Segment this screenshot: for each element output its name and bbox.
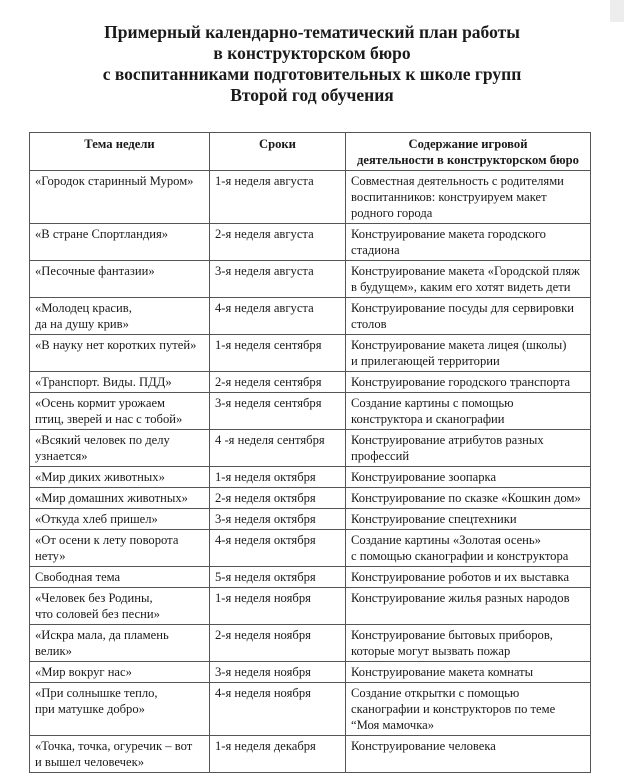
cell-dates xyxy=(210,662,346,683)
cell-text: «Откуда хлеб пришел» xyxy=(35,512,158,526)
cell-topic xyxy=(30,488,210,509)
table-row xyxy=(30,530,591,567)
cell-dates xyxy=(210,736,346,773)
cell-text: воспитанников: конструируем макет xyxy=(351,190,547,204)
cell-content xyxy=(346,430,591,467)
title-line: Примерный календарно-тематический план работы xyxy=(104,22,520,42)
cell-text: Конструирование макета лицея (школы) xyxy=(351,338,567,352)
cell-content xyxy=(346,224,591,261)
cell-text: 3-я неделя августа xyxy=(215,264,314,278)
title-line: Второй год обучения xyxy=(230,85,394,105)
header-content xyxy=(346,133,591,171)
cell-text: с помощью сканографии и конструктора xyxy=(351,549,569,563)
cell-content xyxy=(346,625,591,662)
cell-content xyxy=(346,588,591,625)
cell-text: Конструирование макета городского xyxy=(351,227,546,241)
cell-topic xyxy=(30,662,210,683)
cell-topic xyxy=(30,372,210,393)
cell-topic xyxy=(30,224,210,261)
header-text: Сроки xyxy=(259,137,296,151)
cell-content xyxy=(346,509,591,530)
cell-content xyxy=(346,683,591,736)
cell-text: родного города xyxy=(351,206,433,220)
cell-content xyxy=(346,488,591,509)
cell-dates xyxy=(210,625,346,662)
cell-text: 5-я неделя октября xyxy=(215,570,316,584)
cell-content xyxy=(346,530,591,567)
cell-text: «Искра мала, да пламень xyxy=(35,628,169,642)
cell-content xyxy=(346,335,591,372)
cell-topic xyxy=(30,467,210,488)
cell-text: «В науку нет коротких путей» xyxy=(35,338,197,352)
table-row xyxy=(30,509,591,530)
cell-text: нету» xyxy=(35,549,66,563)
cell-text: Конструирование спецтехники xyxy=(351,512,517,526)
cell-topic xyxy=(30,298,210,335)
cell-text: «От осени к лету поворота xyxy=(35,533,179,547)
cell-text: 1-я неделя декабря xyxy=(215,739,316,753)
cell-text: Конструирование по сказке «Кошкин дом» xyxy=(351,491,581,505)
cell-content xyxy=(346,298,591,335)
title-line: с воспитанниками подготовительных к школе групп xyxy=(102,64,522,84)
cell-text: «Осень кормит урожаем xyxy=(35,396,166,410)
cell-text: 4 -я неделя сентября xyxy=(215,433,325,447)
table-row xyxy=(30,430,591,467)
cell-dates xyxy=(210,567,346,588)
cell-text: «Всякий человек по делу xyxy=(35,433,170,447)
cell-text: 4-я неделя августа xyxy=(215,301,314,315)
cell-text: 1-я неделя августа xyxy=(215,174,314,188)
table-row xyxy=(30,488,591,509)
table-row xyxy=(30,736,591,773)
cell-text: Конструирование городского транспорта xyxy=(351,375,571,389)
cell-text: «Мир диких животных» xyxy=(35,470,165,484)
cell-text: и прилегающей территории xyxy=(351,354,500,368)
cell-text: столов xyxy=(351,317,387,331)
cell-text: Конструирование бытовых приборов, xyxy=(351,628,553,642)
cell-text: что соловей без песни» xyxy=(35,607,160,621)
cell-dates xyxy=(210,467,346,488)
cell-text: «Мир домашних животных» xyxy=(35,491,188,505)
cell-topic xyxy=(30,530,210,567)
cell-text: «Человек без Родины, xyxy=(35,591,153,605)
header-dates xyxy=(210,133,346,171)
cell-text: «Транспорт. Виды. ПДД» xyxy=(35,375,172,389)
cell-text: 2-я неделя ноября xyxy=(215,628,311,642)
cell-text: Свободная тема xyxy=(35,570,121,584)
cell-text: Конструирование зоопарка xyxy=(351,470,497,484)
cell-text: 4-я неделя октября xyxy=(215,533,316,547)
cell-text: 1-я неделя ноября xyxy=(215,591,311,605)
cell-text: Конструирование макета комнаты xyxy=(351,665,534,679)
table-row xyxy=(30,683,591,736)
table-row xyxy=(30,567,591,588)
cell-dates xyxy=(210,335,346,372)
cell-text: 4-я неделя ноября xyxy=(215,686,311,700)
cell-dates xyxy=(210,171,346,224)
document-title xyxy=(0,22,624,106)
cell-text: Совместная деятельность с родителями xyxy=(351,174,564,188)
cell-topic xyxy=(30,588,210,625)
cell-text: «Песочные фантазии» xyxy=(35,264,155,278)
cell-dates xyxy=(210,430,346,467)
header-text: деятельности в конструкторском бюро xyxy=(357,153,579,167)
table-row xyxy=(30,588,591,625)
cell-text: “Моя мамочка» xyxy=(351,718,435,732)
cell-text: конструктора и сканографии xyxy=(351,412,505,426)
cell-dates xyxy=(210,509,346,530)
table-row xyxy=(30,335,591,372)
cell-topic xyxy=(30,625,210,662)
cell-topic xyxy=(30,683,210,736)
cell-content xyxy=(346,567,591,588)
table-row xyxy=(30,224,591,261)
cell-text: Создание открытки с помощью xyxy=(351,686,520,700)
cell-text: «Точка, точка, огуречик – вот xyxy=(35,739,193,753)
cell-text: да на душу крив» xyxy=(35,317,129,331)
table-row xyxy=(30,171,591,224)
cell-content xyxy=(346,662,591,683)
cell-text: стадиона xyxy=(351,243,400,257)
cell-text: профессий xyxy=(351,449,410,463)
table-row xyxy=(30,662,591,683)
cell-dates xyxy=(210,488,346,509)
cell-text: «При солнышке тепло, xyxy=(35,686,158,700)
table-header-row xyxy=(30,133,591,171)
header-text: Содержание игровой xyxy=(408,137,528,151)
table-row xyxy=(30,393,591,430)
cell-text: «Мир вокруг нас» xyxy=(35,665,132,679)
cell-topic xyxy=(30,736,210,773)
cell-text: 2-я неделя сентября xyxy=(215,375,322,389)
cell-text: узнается» xyxy=(35,449,88,463)
cell-dates xyxy=(210,261,346,298)
page-corner-tab xyxy=(610,0,624,22)
cell-text: 3-я неделя октября xyxy=(215,512,316,526)
cell-topic xyxy=(30,393,210,430)
cell-topic xyxy=(30,171,210,224)
cell-dates xyxy=(210,530,346,567)
table-row xyxy=(30,261,591,298)
cell-text: «Городок старинный Муром» xyxy=(35,174,194,188)
cell-content xyxy=(346,393,591,430)
cell-dates xyxy=(210,224,346,261)
cell-text: «В стране Спортландия» xyxy=(35,227,169,241)
cell-content xyxy=(346,171,591,224)
cell-text: Конструирование макета «Городской пляж xyxy=(351,264,580,278)
cell-dates xyxy=(210,393,346,430)
cell-content xyxy=(346,467,591,488)
cell-text: в будущем», каким его хотят видеть дети xyxy=(351,280,571,294)
cell-topic xyxy=(30,430,210,467)
header-text: Тема недели xyxy=(84,137,155,151)
cell-text: сканографии и конструкторов по теме xyxy=(351,702,556,716)
cell-text: «Молодец красив, xyxy=(35,301,132,315)
table-row xyxy=(30,298,591,335)
cell-text: 1-я неделя октября xyxy=(215,470,316,484)
cell-text: Конструирование человека xyxy=(351,739,496,753)
cell-dates xyxy=(210,683,346,736)
plan-table xyxy=(29,132,591,773)
cell-text: которые могут вызвать пожар xyxy=(351,644,511,658)
cell-topic xyxy=(30,567,210,588)
cell-text: 1-я неделя сентября xyxy=(215,338,322,352)
cell-text: птиц, зверей и нас с тобой» xyxy=(35,412,183,426)
header-topic xyxy=(30,133,210,171)
cell-text: Конструирование жилья разных народов xyxy=(351,591,570,605)
cell-content xyxy=(346,372,591,393)
cell-topic xyxy=(30,509,210,530)
cell-dates xyxy=(210,372,346,393)
cell-topic xyxy=(30,261,210,298)
cell-dates xyxy=(210,298,346,335)
cell-topic xyxy=(30,335,210,372)
cell-text: Конструирование посуды для сервировки xyxy=(351,301,575,315)
cell-text: 2-я неделя октября xyxy=(215,491,316,505)
cell-text: Конструирование атрибутов разных xyxy=(351,433,544,447)
cell-content xyxy=(346,261,591,298)
cell-text: 3-я неделя ноября xyxy=(215,665,311,679)
title-line: в конструкторском бюро xyxy=(213,43,411,63)
cell-text: велик» xyxy=(35,644,72,658)
table-row xyxy=(30,467,591,488)
cell-text: 3-я неделя сентября xyxy=(215,396,322,410)
cell-text: Создание картины «Золотая осень» xyxy=(351,533,541,547)
table-row xyxy=(30,625,591,662)
cell-dates xyxy=(210,588,346,625)
table-row xyxy=(30,372,591,393)
cell-text: при матушке добро» xyxy=(35,702,145,716)
cell-text: 2-я неделя августа xyxy=(215,227,314,241)
cell-text: и вышел человечек» xyxy=(35,755,145,769)
cell-text: Конструирование роботов и их выставка xyxy=(351,570,570,584)
cell-text: Создание картины с помощью xyxy=(351,396,514,410)
cell-content xyxy=(346,736,591,773)
